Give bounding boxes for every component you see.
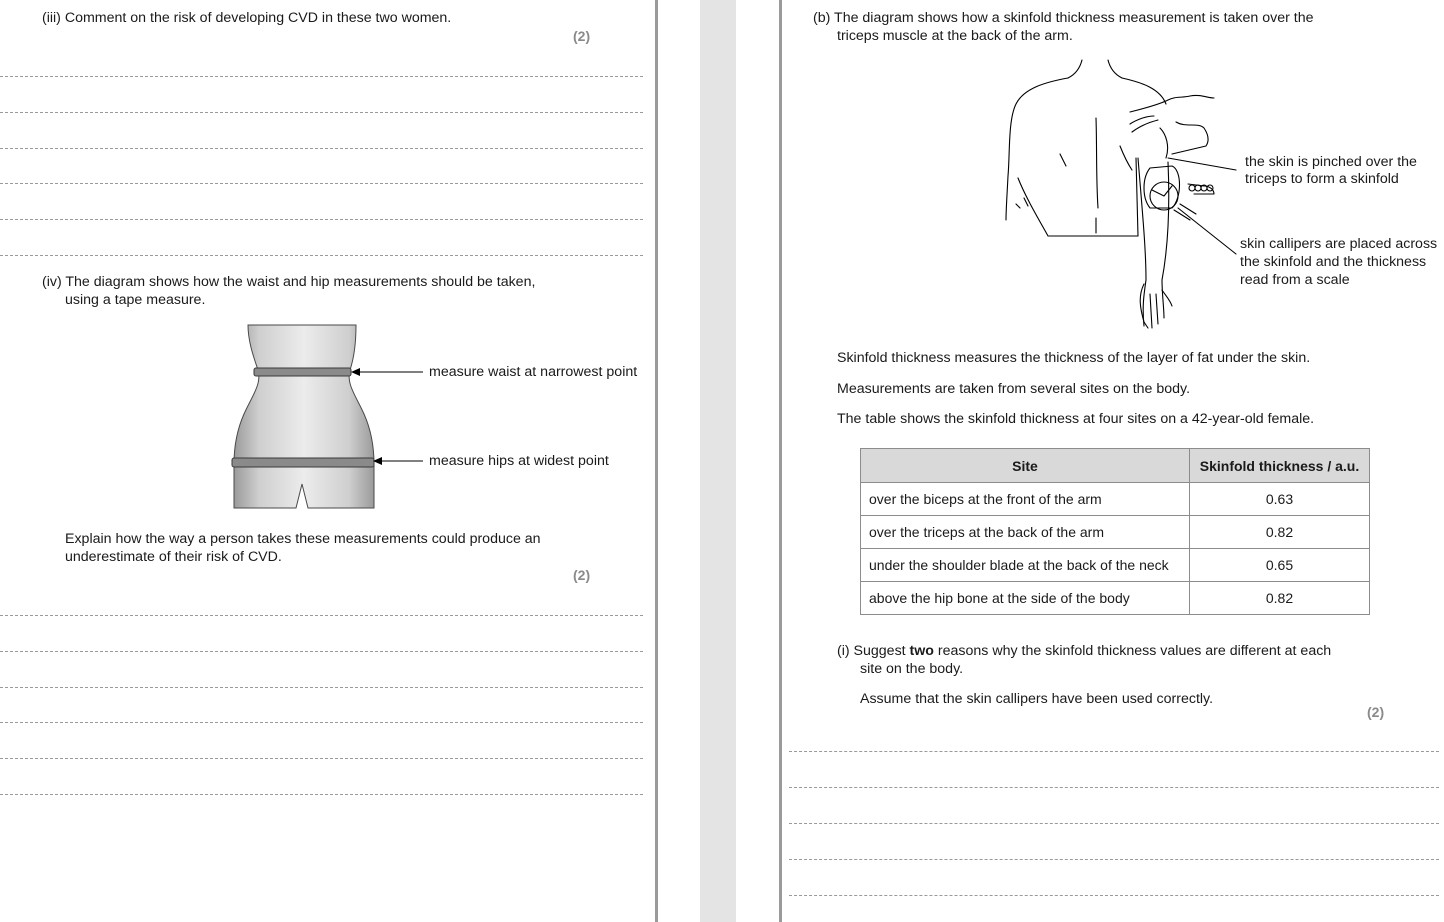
question-iii-marks: (2) <box>573 28 591 44</box>
cell-value: 0.82 <box>1190 516 1370 549</box>
table-row <box>861 516 1370 549</box>
table-row <box>861 483 1370 516</box>
answer-line[interactable] <box>789 751 1439 752</box>
question-i-line2: site on the body. <box>860 661 964 677</box>
skinfold-diagram <box>1000 58 1240 333</box>
answer-line[interactable] <box>0 651 643 652</box>
answer-line[interactable] <box>789 823 1439 824</box>
question-iv-line2: using a tape measure. <box>65 292 206 308</box>
waist-tape <box>254 368 351 376</box>
table-row <box>861 582 1370 615</box>
spine-line <box>1096 118 1098 233</box>
label-callipers-1: skin callipers are placed across <box>1240 236 1438 252</box>
pinching-hand <box>1130 95 1214 158</box>
question-b-line1: (b) The diagram shows how a skinfold thickness measurement is taken over the <box>813 10 1314 26</box>
waist-hip-diagram <box>228 324 648 510</box>
cell-value: 0.82 <box>1190 582 1370 615</box>
answer-line[interactable] <box>0 183 643 184</box>
label-callipers-2: the skinfold and the thickness <box>1240 254 1427 270</box>
question-iv-line1: (iv) The diagram shows how the waist and hip measurements should be taken, <box>42 274 536 290</box>
page-border-right <box>779 0 782 922</box>
question-i-bold: two <box>909 643 934 659</box>
back-outline <box>1006 78 1068 220</box>
paragraph-3: The table shows the skinfold thickness at four sites on a 42-year-old female. <box>837 411 1315 427</box>
cell-value: 0.65 <box>1190 549 1370 582</box>
label-callipers-3: read from a scale <box>1240 272 1350 288</box>
question-iv-marks: (2) <box>573 567 591 583</box>
answer-line[interactable] <box>789 859 1439 860</box>
answer-line[interactable] <box>0 219 643 220</box>
label-waist: measure waist at narrowest point <box>429 364 638 380</box>
answer-line[interactable] <box>0 615 643 616</box>
answer-line[interactable] <box>0 758 643 759</box>
skinfold-table <box>860 448 1370 615</box>
question-b-line2: triceps muscle at the back of the arm. <box>837 28 1073 44</box>
answer-line[interactable] <box>789 895 1439 896</box>
label-pinch-2: triceps to form a skinfold <box>1245 171 1399 187</box>
answer-line[interactable] <box>0 112 643 113</box>
answer-line[interactable] <box>0 76 643 77</box>
answer-line[interactable] <box>0 255 643 256</box>
cell-site: above the hip bone at the side of the body <box>861 582 1190 615</box>
arm-outline <box>1138 158 1146 326</box>
leader-pinch <box>1168 158 1236 170</box>
cell-value: 0.63 <box>1190 483 1370 516</box>
neck-outline <box>1068 60 1122 78</box>
paragraph-2: Measurements are taken from several sites on the body. <box>837 381 1191 397</box>
table-header-row <box>861 449 1370 483</box>
table-row <box>861 549 1370 582</box>
label-hips: measure hips at widest point <box>429 453 609 469</box>
answer-line[interactable] <box>789 787 1439 788</box>
torso-shape <box>234 325 374 508</box>
answer-line[interactable] <box>0 794 643 795</box>
header-thickness: Skinfold thickness / a.u. <box>1190 449 1370 483</box>
waist-arrowhead <box>351 368 360 376</box>
answer-line[interactable] <box>0 687 643 688</box>
hip-tape <box>232 458 374 467</box>
question-i-pre: (i) Suggest <box>837 643 910 659</box>
explain-line1: Explain how the way a person takes these measurements could produce an <box>65 531 541 547</box>
question-i-marks: (2) <box>1367 704 1385 720</box>
answer-line[interactable] <box>0 148 643 149</box>
leader-callipers <box>1178 208 1236 254</box>
question-iii-text: (iii) Comment on the risk of developing CVD in these two women. <box>42 10 452 26</box>
question-i-assume: Assume that the skin callipers have been used correctly. <box>860 691 1214 707</box>
explain-line2: underestimate of their risk of CVD. <box>65 549 282 565</box>
label-pinch-1: the skin is pinched over the <box>1245 154 1417 170</box>
cell-site: over the biceps at the front of the arm <box>861 483 1190 516</box>
cell-site: under the shoulder blade at the back of the neck <box>861 549 1190 582</box>
cell-site: over the triceps at the back of the arm <box>861 516 1190 549</box>
header-site: Site <box>861 449 1190 483</box>
answer-line[interactable] <box>0 722 643 723</box>
question-i-line1 <box>837 642 1331 660</box>
left-page <box>0 0 655 922</box>
gutter-band <box>700 0 736 922</box>
question-i-post: reasons why the skinfold thickness values are different at each <box>933 643 1332 659</box>
paragraph-1: Skinfold thickness measures the thickness of the layer of fat under the skin. <box>837 350 1311 366</box>
